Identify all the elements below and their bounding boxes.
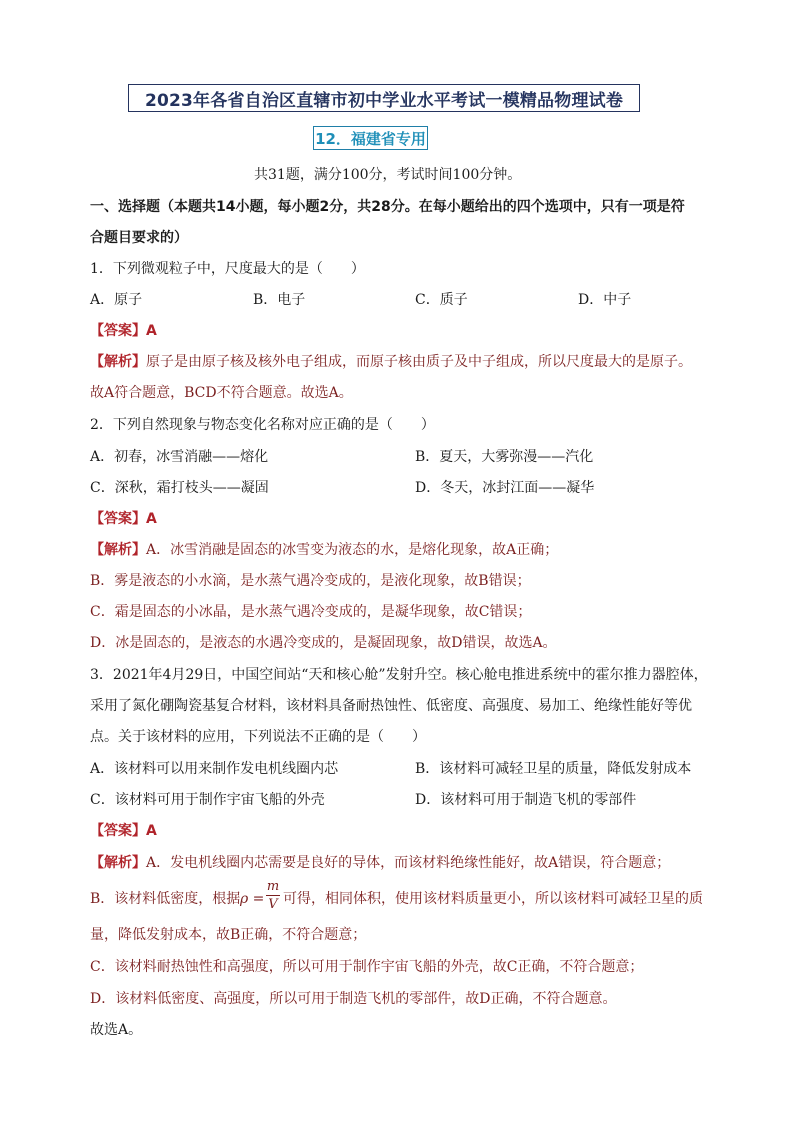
fraction-bar: [266, 895, 280, 896]
analysis-text: A．冰雪消融是固态的冰雪变为液态的水，是熔化现象，故A正确；: [146, 542, 559, 558]
q1-analysis-line1: [90, 353, 692, 371]
answer-value: A: [146, 323, 157, 339]
answer-tag: 【答案】: [90, 511, 146, 527]
q3-option-c: C．该材料可用于制作宇宙飞船的外壳: [90, 792, 325, 808]
section-heading-line1: 一、选择题（本题共14小题，每小题2分，共28分。在每小题给出的四个选项中，只有一项是符: [90, 199, 685, 215]
q2-analysis-line2: B．雾是液态的小水滴，是水蒸气遇冷变成的，是液化现象，故B错误；: [90, 573, 531, 589]
analysis-tag: 【解析】: [90, 855, 146, 871]
q3-stem-line1: 3．2021年4月29日，中国空间站“天和核心舱”发射升空。核心舱电推进系统中的霍尔推力器腔体，: [90, 667, 708, 683]
q3-stem-line2: 采用了氮化硼陶瓷基复合材料，该材料具备耐热蚀性、低密度、高强度、易加工、绝缘性能好等优: [90, 698, 692, 714]
q2-analysis-line1: [90, 541, 558, 559]
exam-subtitle-box: [313, 126, 428, 150]
q3-option-d: D．该材料可用于制造飞机的零部件: [415, 792, 637, 808]
q3-answer: [90, 822, 157, 840]
q1-stem: 1．下列微观粒子中，尺度最大的是（ ）: [90, 261, 365, 277]
q2-option-d: D．冬天，冰封江面——凝华: [415, 480, 595, 496]
q2-stem: 2．下列自然现象与物态变化名称对应正确的是（ ）: [90, 417, 435, 433]
q2-option-b: B．夏天，大雾弥漫——汽化: [415, 449, 594, 465]
q3-stem-line3: 点。关于该材料的应用，下列说法不正确的是（ ）: [90, 729, 426, 745]
exam-title-box: [128, 84, 640, 112]
q3-analysis-b-post: 可得，相同体积，使用该材料质量更小，所以该材料可减轻卫星的质: [283, 891, 703, 907]
q3-analysis-a: [90, 854, 670, 872]
formula-rho: ρ =: [240, 891, 265, 907]
section-heading-line2: 合题目要求的）: [90, 230, 188, 246]
q3-analysis-b-line2: 量，降低发射成本，故B正确，不符合题意；: [90, 927, 367, 943]
q3-analysis-d: D．该材料低密度、高强度，所以可用于制造飞机的零部件，故D正确，不符合题意。: [90, 991, 617, 1007]
q1-option-d: D．中子: [578, 292, 632, 308]
q2-analysis-line3: C．霜是固态的小冰晶，是水蒸气遇冷变成的，是凝华现象，故C错误；: [90, 604, 532, 620]
formula-denominator: V: [268, 897, 278, 912]
q1-option-a: A．原子: [90, 292, 143, 308]
analysis-text: 原子是由原子核及核外电子组成，而原子核由质子及中子组成，所以尺度最大的是原子。: [146, 354, 692, 370]
formula-fraction: [266, 880, 280, 911]
q1-answer: [90, 322, 157, 340]
q1-option-b: B．电子: [253, 292, 306, 308]
q3-conclusion: 故选A。: [90, 1022, 143, 1038]
q2-answer: [90, 510, 157, 528]
analysis-tag: 【解析】: [90, 354, 146, 370]
q3-option-b: B．该材料可减轻卫星的质量，降低发射成本: [415, 761, 692, 777]
q2-analysis-line4: D．冰是固态的，是液态的水遇冷变成的，是凝固现象，故D错误，故选A。: [90, 635, 557, 651]
answer-tag: 【答案】: [90, 823, 146, 839]
q2-option-c: C．深秋，霜打枝头——凝固: [90, 480, 269, 496]
exam-info: 共31题，满分100分，考试时间100分钟。: [254, 167, 522, 183]
answer-value: A: [146, 511, 157, 527]
exam-title: 2023年各省自治区直辖市初中学业水平考试一模精品物理试卷: [144, 90, 624, 111]
q2-option-a: A．初春，冰雪消融——熔化: [90, 449, 269, 465]
q3-analysis-c: C．该材料耐热蚀性和高强度，所以可用于制作宇宙飞船的外壳，故C正确，不符合题意；: [90, 959, 644, 975]
analysis-tag: 【解析】: [90, 542, 146, 558]
exam-subtitle: 12．福建省专用: [315, 129, 426, 148]
q1-option-c: C．质子: [415, 292, 468, 308]
q1-analysis-line2: 故A符合题意，BCD不符合题意。故选A。: [90, 385, 353, 401]
q3-analysis-b-pre: B．该材料低密度，根据: [90, 891, 241, 907]
answer-tag: 【答案】: [90, 323, 146, 339]
q3-option-a: A．该材料可以用来制作发电机线圈内芯: [90, 761, 339, 777]
analysis-text: A．发电机线圈内芯需要是良好的导体，而该材料绝缘性能好，故A错误，符合题意；: [146, 855, 671, 871]
answer-value: A: [146, 823, 157, 839]
formula-numerator: m: [266, 879, 280, 894]
